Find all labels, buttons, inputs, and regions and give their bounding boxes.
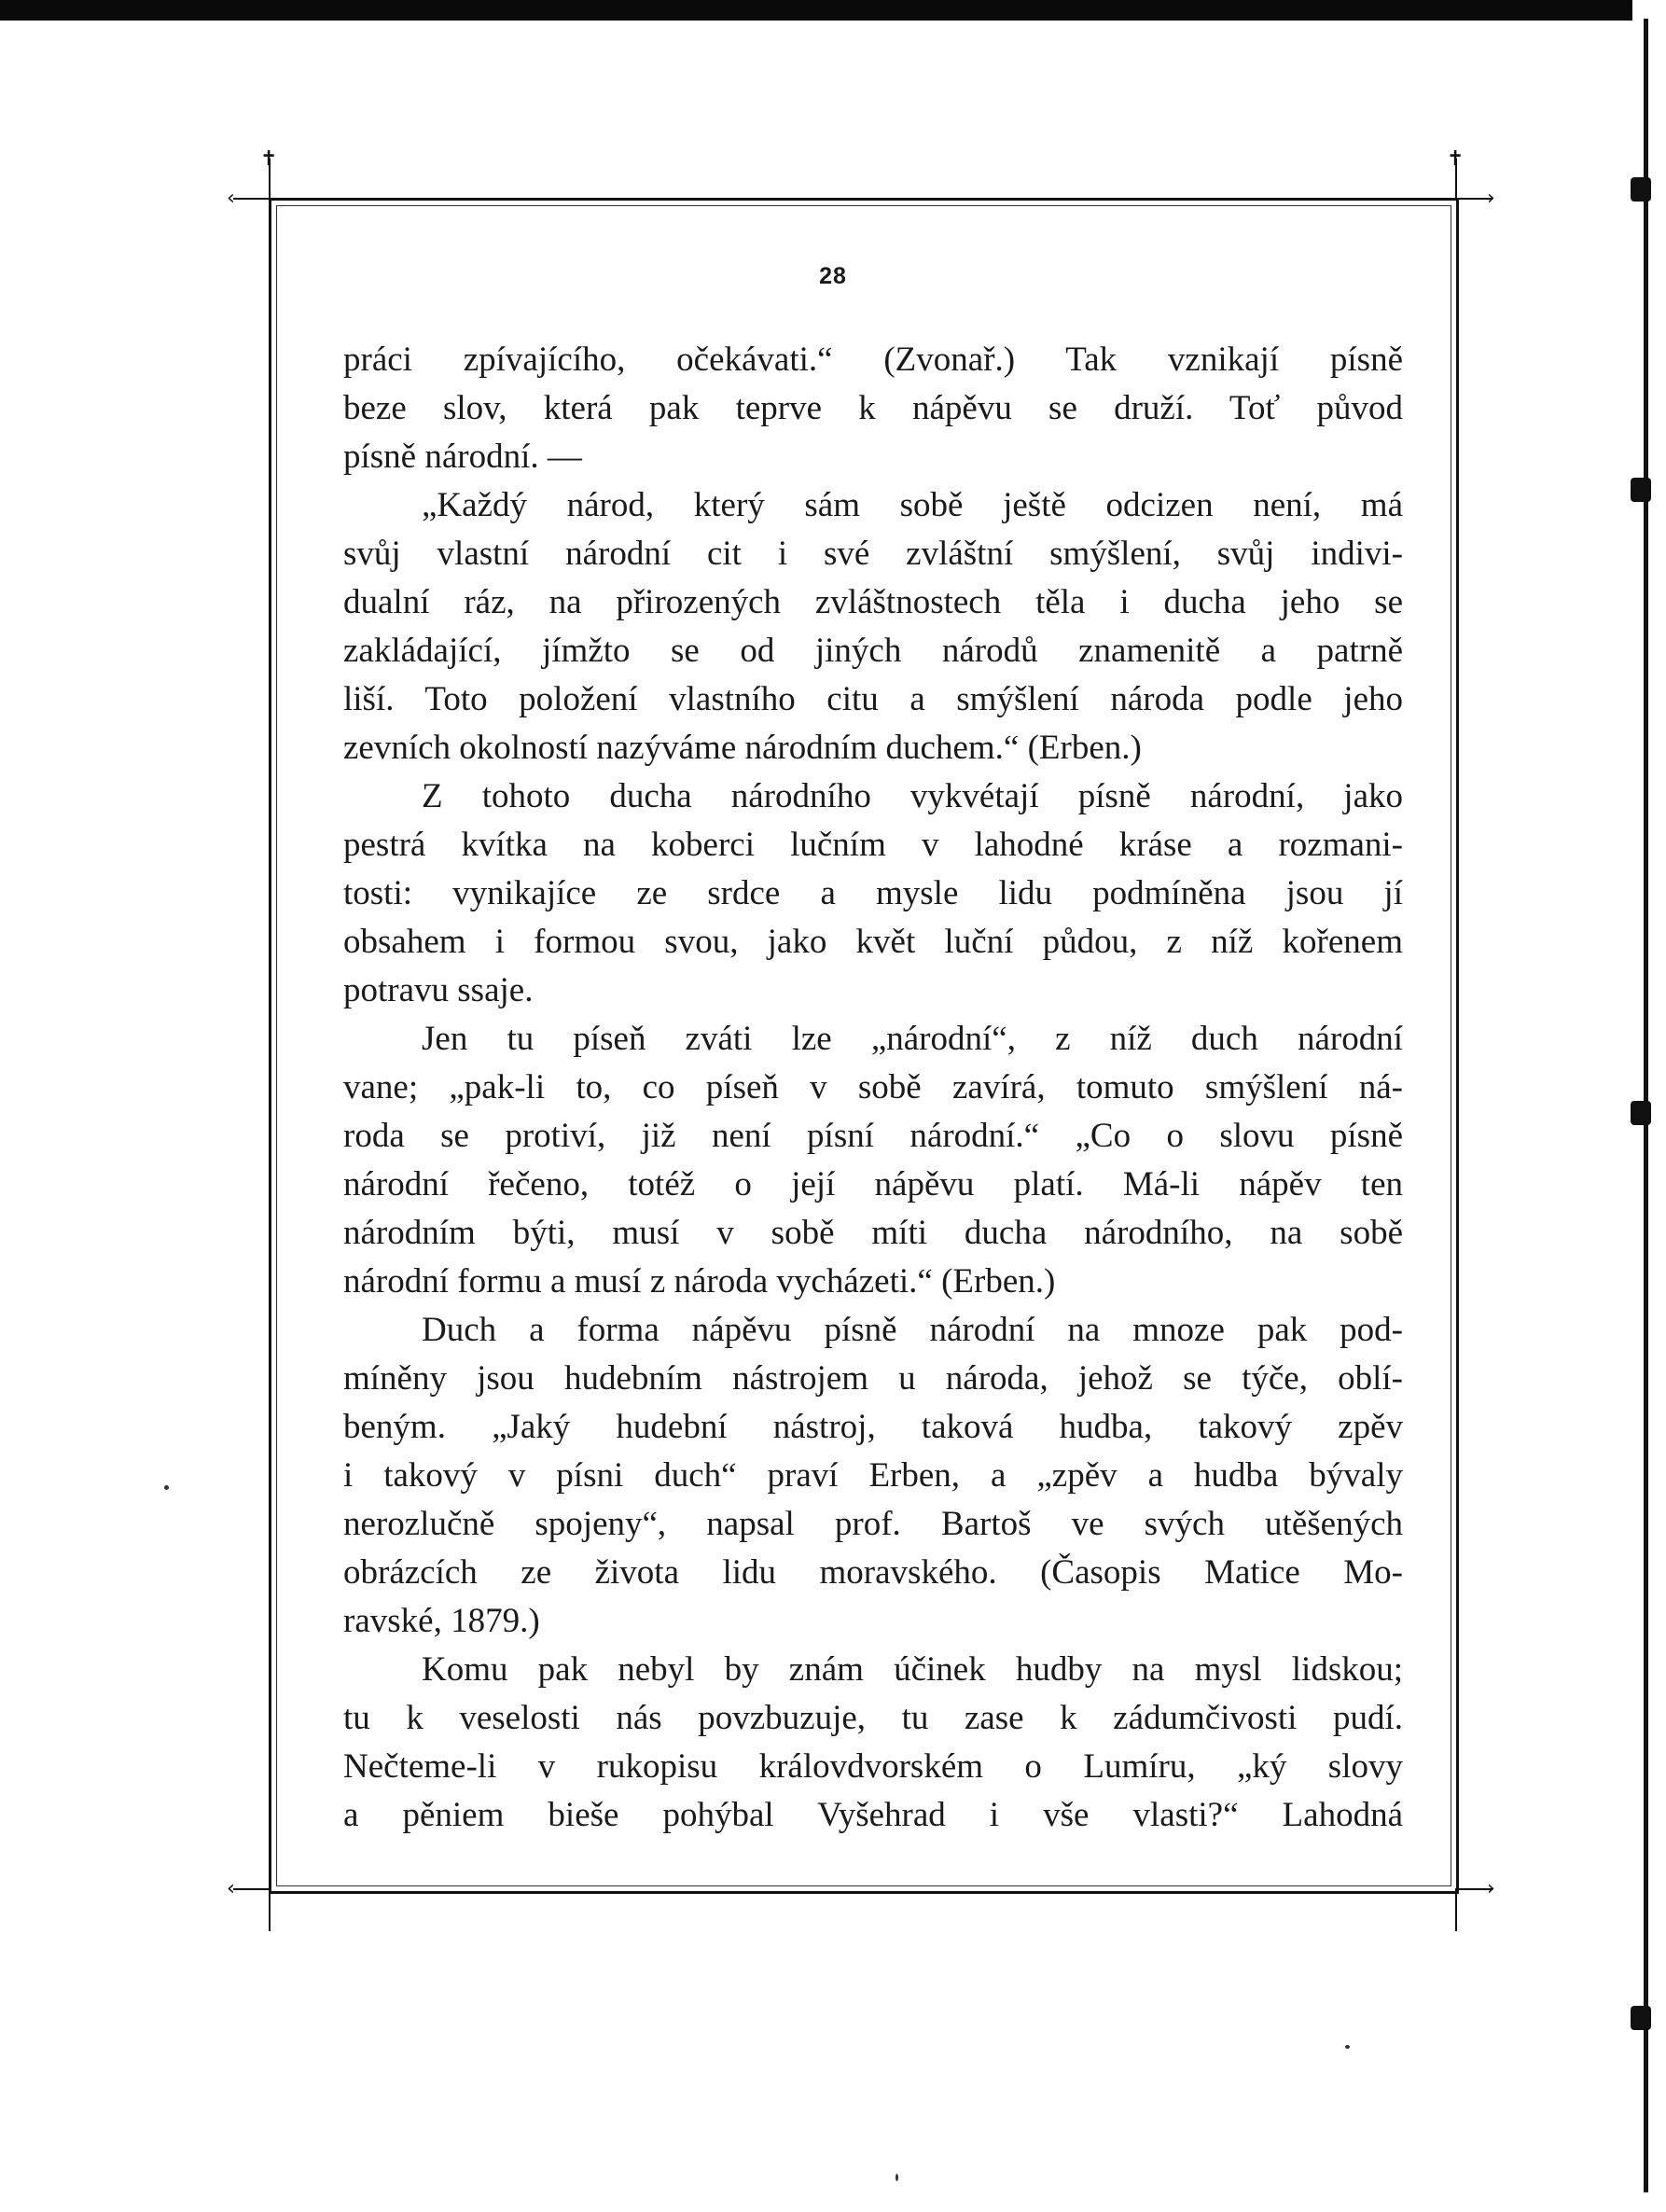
text-line: a pěniem bieše pohýbal Vyšehrad i vše vlasti?“ Lahodná [343, 1796, 1403, 1834]
text-line: národním býti, musí v sobě míti ducha národního, na sobě [343, 1214, 1403, 1252]
text-line: Z tohoto ducha národního vykvétají písně národní, jako [422, 777, 1403, 815]
scan-edge-mark [1631, 177, 1651, 202]
text-line: vane; „pak-li to, co píseň v sobě zavírá, tomuto smýšlení ná- [343, 1068, 1403, 1106]
paragraph [343, 1015, 1403, 1306]
frame-corner-glyph: ✝ [1447, 147, 1465, 171]
text-line: svůj vlastní národní cit i své zvláštní smýšlení, svůj indivi- [343, 535, 1403, 573]
frame-corner-ornament [233, 198, 271, 200]
scan-top-edge [0, 0, 1666, 21]
text-line: nerozlučně spojeny“, napsal prof. Bartoš ve svých utěšených [343, 1505, 1403, 1543]
scan-edge-mark [1631, 478, 1651, 502]
page-number: 28 [819, 263, 847, 289]
paragraph [343, 1646, 1403, 1840]
text-line: ravské, 1879.) [343, 1602, 540, 1640]
text-line: dualní ráz, na přirozených zvláštnostech těla i ducha jeho se [343, 583, 1403, 621]
text-line: Nečteme-li v rukopisu královdvorském o Lumíru, „ký slovy [343, 1747, 1403, 1786]
frame-corner-glyph: ‹ [227, 1877, 235, 1900]
text-line: beným. „Jaký hudební nástroj, taková hudba, takový zpěv [343, 1408, 1403, 1446]
scan-edge-mark [1631, 2006, 1651, 2030]
scan-speck [164, 1485, 169, 1490]
paragraph [343, 1306, 1403, 1646]
frame-corner-glyph: ‹ [227, 187, 235, 210]
text-line: Duch a forma nápěvu písně národní na mnoze pak pod- [422, 1311, 1403, 1349]
text-line: liší. Toto položení vlastního citu a smýšlení národa podle jeho [343, 680, 1403, 718]
text-line: práci zpívajícího, očekávati.“ (Zvonař.) Tak vznikají písně [343, 341, 1403, 379]
body-text [343, 336, 1403, 1840]
text-line: národní řečeno, totéž o její nápěvu platí. Má-li nápěv ten [343, 1165, 1403, 1203]
text-line: národní formu a musí z národa vycházeti.“ (Erben.) [343, 1262, 1056, 1301]
paragraph [343, 481, 1403, 772]
frame-corner-ornament [233, 1888, 271, 1890]
frame-corner-glyph: ✝ [260, 147, 278, 171]
text-line: potravu ssaje. [343, 971, 534, 1009]
text-line: písně národní. — [343, 438, 582, 476]
frame-corner-ornament [1455, 1890, 1457, 1931]
text-line: tu k veselosti nás povzbuzuje, tu zase k zádumčivosti pudí. [343, 1699, 1403, 1737]
paragraph [343, 336, 1403, 481]
text-line: pestrá kvítka na koberci lučním v lahodné kráse a rozmani- [343, 826, 1403, 864]
text-line: zevních okolností nazýváme národním duchem.“ (Erben.) [343, 729, 1142, 767]
text-line: roda se protiví, již není písní národní.“ „Co o slovu písně [343, 1117, 1403, 1155]
text-line: Jen tu píseň zváti lze „národní“, z níž duch národní [422, 1020, 1403, 1058]
text-line: Komu pak nebyl by znám účinek hudby na mysl lidskou; [422, 1650, 1403, 1689]
scan-speck [1345, 2045, 1350, 2049]
paragraph [343, 772, 1403, 1015]
scan-speck [895, 2174, 898, 2181]
frame-corner-ornament [269, 1890, 271, 1931]
text-line: i takový v písni duch“ praví Erben, a „zpěv a hudba bývaly [343, 1456, 1403, 1495]
frame-corner-glyph: › [1487, 1877, 1495, 1900]
text-line: obsahem i formou svou, jako květ luční půdou, z níž kořenem [343, 923, 1403, 961]
text-line: „Každý národ, který sám sobě ještě odcizen není, má [422, 486, 1403, 524]
text-line: míněny jsou hudebním nástrojem u národa, jehož se týče, oblí- [343, 1359, 1403, 1398]
scan-edge-mark [1631, 1101, 1651, 1125]
text-line: tosti: vynikajíce ze srdce a mysle lidu podmíněna jsou jí [343, 874, 1403, 912]
text-line: obrázcích ze života lidu moravského. (Časopis Matice Mo- [343, 1553, 1403, 1592]
frame-corner-glyph: › [1487, 187, 1495, 210]
text-line: zakládající, jímžto se od jiných národů znamenitě a patrně [343, 632, 1403, 670]
text-line: beze slov, která pak teprve k nápěvu se druží. Toť původ [343, 389, 1403, 427]
